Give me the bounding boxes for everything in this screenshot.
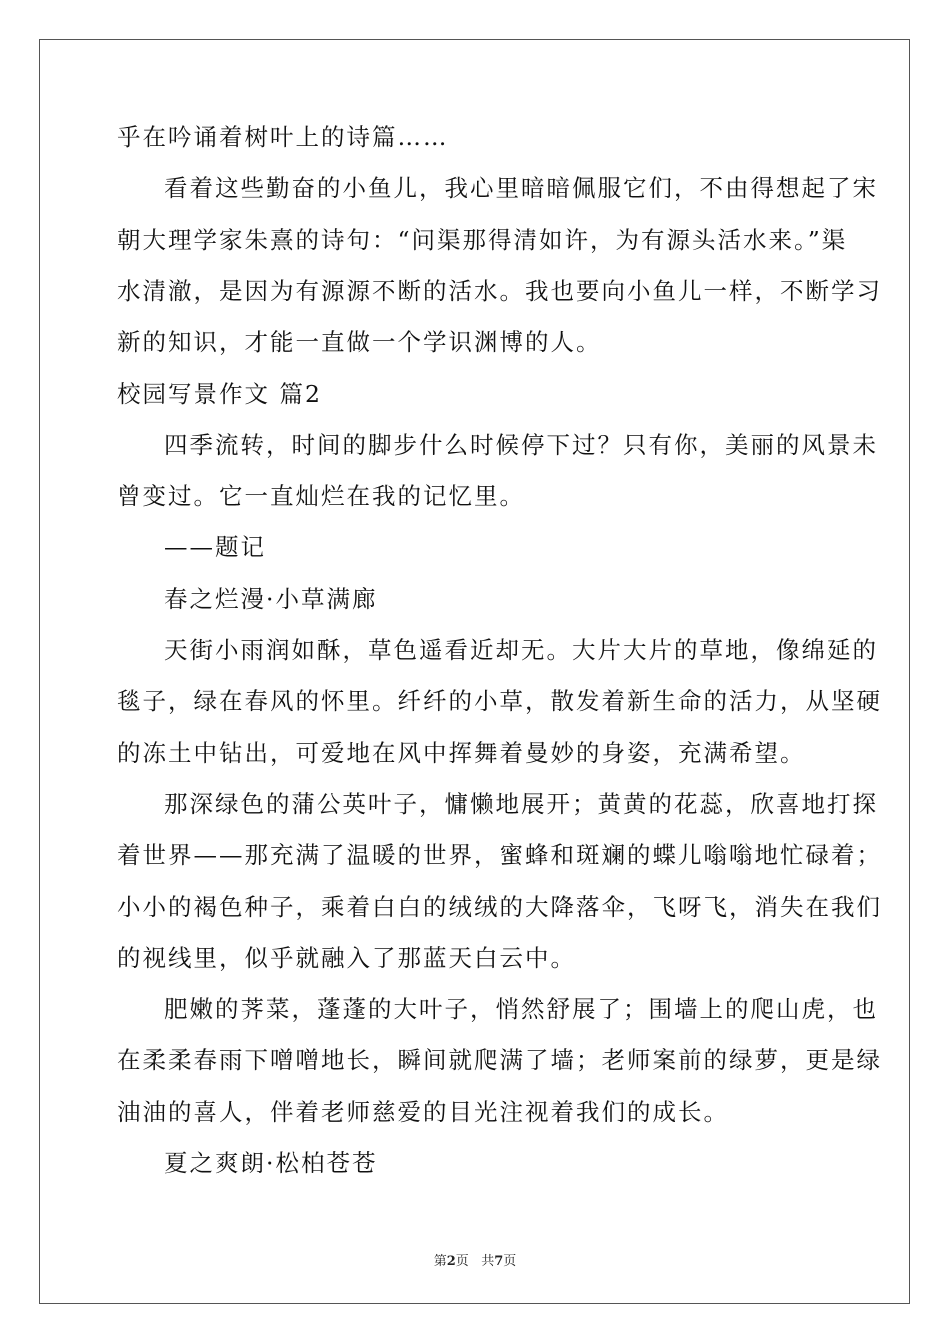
text-line: 着世界——那充满了温暖的世界，蜜蜂和斑斓的蝶儿嗡嗡地忙碌着； xyxy=(117,841,882,870)
text-line: 夏之爽朗·松柏苍苍 xyxy=(164,1149,378,1177)
text-line: 的冻土中钻出，可爱地在风中挥舞着曼妙的身姿，充满希望。 xyxy=(117,738,806,767)
page-footer xyxy=(0,1250,950,1269)
text-line: 曾变过。它一直灿烂在我的记忆里。 xyxy=(117,482,525,511)
text-line: 新的知识，才能一直做一个学识渊博的人。 xyxy=(117,328,602,357)
text-line: 乎在吟诵着树叶上的诗篇…… xyxy=(117,123,449,151)
text-line: 朝大理学家朱熹的诗句：“问渠那得清如许，为有源头活水来。”渠 xyxy=(117,225,848,254)
text-line: 在柔柔春雨下噌噌地长，瞬间就爬满了墙；老师案前的绿萝，更是绿 xyxy=(117,1046,882,1075)
text-line: 水清澈，是因为有源源不断的活水。我也要向小鱼儿一样，不断学习 xyxy=(117,276,882,305)
text-line: ——题记 xyxy=(164,533,266,562)
text-line: 的视线里，似乎就融入了那蓝天白云中。 xyxy=(117,943,576,972)
text-line: 四季流转，时间的脚步什么时候停下过？只有你，美丽的风景未 xyxy=(164,430,878,459)
text-line: 看着这些勤奋的小鱼儿，我心里暗暗佩服它们，不由得想起了宋 xyxy=(164,174,878,203)
text-line: 天街小雨润如酥，草色遥看近却无。大片大片的草地，像绵延的 xyxy=(164,636,878,664)
text-line: 那深绿色的蒲公英叶子，慵懒地展开；黄黄的花蕊，欣喜地打探 xyxy=(164,789,878,818)
current-page-number: 2 xyxy=(446,1254,456,1269)
text-line: 肥嫩的荠菜，蓬蓬的大叶子，悄然舒展了；围墙上的爬山虎，也 xyxy=(164,995,878,1024)
total-pages-number: 7 xyxy=(494,1254,504,1269)
page-suffix: 页 xyxy=(455,1254,469,1269)
page-prefix: 第 xyxy=(433,1254,447,1269)
total-prefix: 共 xyxy=(481,1254,495,1269)
text-line: 小小的褐色种子，乘着白白的绒绒的大降落伞，飞呀飞，消失在我们 xyxy=(117,892,882,921)
text-line: 毯子，绿在春风的怀里。纤纤的小草，散发着新生命的活力，从坚硬 xyxy=(117,687,882,716)
text-line: 油油的喜人，伴着老师慈爱的目光注视着我们的成长。 xyxy=(117,1097,729,1126)
text-line: 春之烂漫·小草满廊 xyxy=(164,584,378,613)
total-suffix: 页 xyxy=(503,1254,517,1269)
text-line: 校园写景作文 篇2 xyxy=(117,379,322,408)
